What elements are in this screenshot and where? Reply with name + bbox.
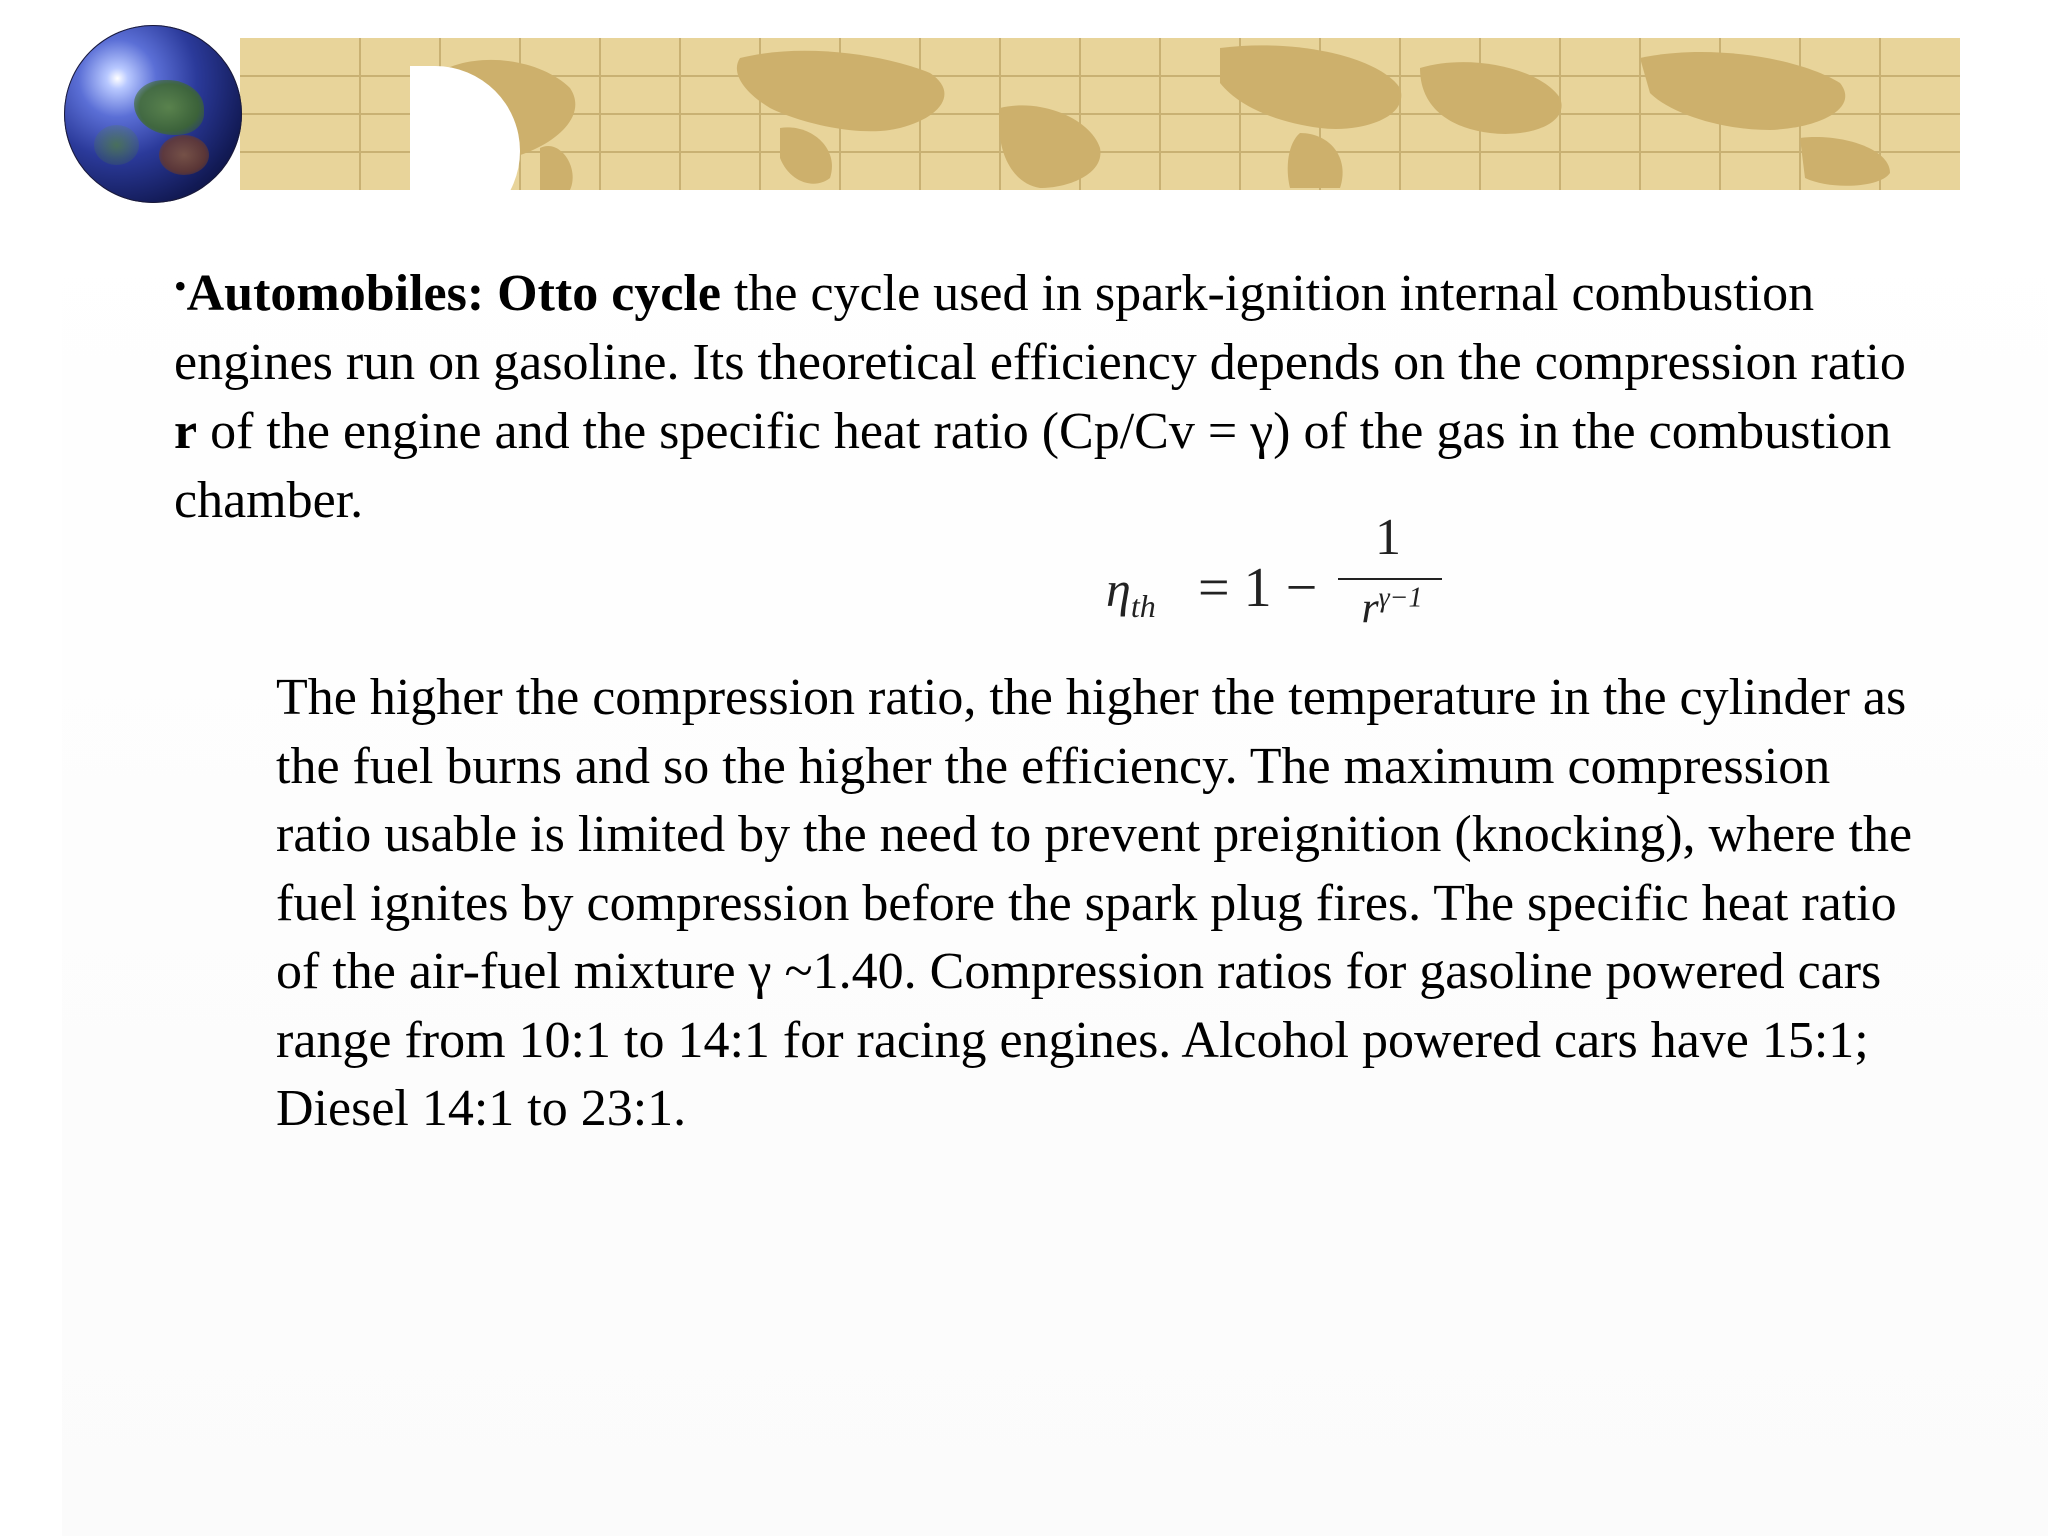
- compression-ratio-paragraph: The higher the compression ratio, the higher the temperature in the cylinder as the fuel burns and so the higher the efficiency. The maximum compression ratio usable is limited by the need to prevent preignition (knocking), where the fuel ignites by compression before the spark plug fires. The specific heat ratio of the air-fuel mixture γ ~1.40. Compression ratios for gasoline powered cars range from 10:1 to 14:1 for racing engines. Alcohol powered cars have 15:1; Diesel 14:1 to 23:1.: [276, 669, 1913, 1137]
- world-map-banner: [240, 38, 1960, 190]
- eta-subscript: th: [1130, 588, 1156, 624]
- formula-denominator: [1332, 582, 1452, 633]
- slide-content: [174, 252, 1914, 535]
- denominator-base: r: [1361, 583, 1379, 632]
- bold-lead: Automobiles: Otto cycle: [186, 265, 721, 322]
- globe-land: [159, 135, 209, 175]
- eta-symbol: η: [1106, 561, 1131, 617]
- globe-icon: [64, 25, 242, 203]
- otto-cycle-paragraph: [174, 252, 1914, 535]
- formula-lhs: [1106, 560, 1156, 625]
- denominator-exponent: γ−1: [1378, 582, 1423, 614]
- globe-land: [134, 80, 204, 135]
- bold-r: r: [174, 403, 198, 460]
- fraction-bar: [1338, 578, 1442, 580]
- globe-land: [94, 125, 139, 165]
- paragraph-text: of the engine and the specific heat ratio (Cp/Cv = γ) of the gas in the combustion chamber.: [174, 403, 1892, 529]
- bullet-icon: •: [174, 266, 187, 306]
- paragraph-text: the cycle used in spark-ignition internal combustion engines run on gasoline. Its theoretical efficiency depends on the compression ratio: [174, 265, 1906, 391]
- formula-equals-one-minus: = 1 −: [1198, 557, 1318, 619]
- efficiency-formula: [1106, 508, 1436, 648]
- formula-numerator: 1: [1375, 509, 1401, 566]
